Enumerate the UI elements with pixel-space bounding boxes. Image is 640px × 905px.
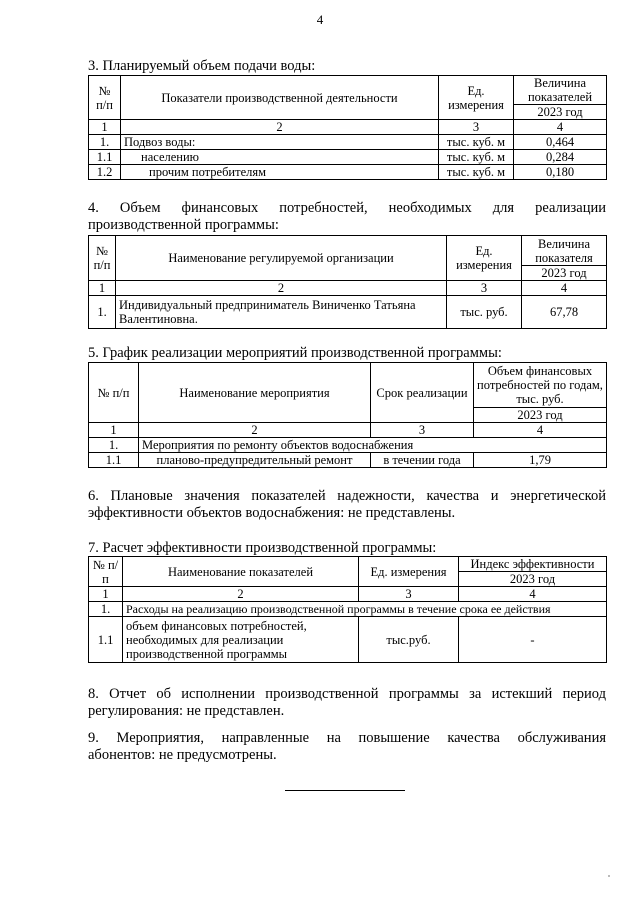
row-num: 1.1 [89,150,121,165]
header-name: Наименование показателей [123,557,359,587]
row-name: Индивидуальный предприниматель Виниченко Татьяна Валентиновна. [116,296,447,329]
section3-table [88,75,607,180]
closing-divider [285,790,405,791]
row-num: 1.1 [89,453,139,468]
row-unit: тыс. куб. м [439,135,514,150]
header-num: № п/п [89,236,116,281]
row-unit: тыс. куб. м [439,165,514,180]
header-org: Наименование регулируемой организации [116,236,447,281]
row-name: населению [121,150,439,165]
header-term: Срок реализации [371,363,474,423]
section3-title: 3. Планируемый объем подачи воды: [88,58,316,74]
col-number: 2 [123,587,359,602]
table-row [89,165,607,180]
col-number: 4 [514,120,607,135]
header-year: 2023 год [459,572,607,587]
section9-line1: 9. Мероприятия, направленные на повышение качества обслуживания [88,730,606,746]
section4-table [88,235,607,329]
table-group-row [89,438,607,453]
table-group-row [89,602,607,617]
row-name: Расходы на реализацию производственной программы в течение срока ее действия [123,602,607,617]
col-number: 3 [359,587,459,602]
header-unit: Ед. измерения [447,236,522,281]
col-number: 1 [89,423,139,438]
col-number: 2 [139,423,371,438]
row-value: 1,79 [474,453,607,468]
header-year: 2023 год [522,266,607,281]
section8-line2: регулирования: не представлен. [88,703,285,719]
col-number: 3 [447,281,522,296]
scan-speck [608,875,610,877]
section8-line1: 8. Отчет об исполнении производственной программы за истекший период [88,686,606,702]
row-value: 0,180 [514,165,607,180]
header-num: № п/п [89,76,121,120]
section9-text [88,730,606,764]
header-num: № п/п [89,557,123,587]
col-number: 4 [459,587,607,602]
table-row [89,617,607,663]
header-volume: Объем финансовых потребностей по годам, тыс. руб. [474,363,607,408]
section5-title: 5. График реализации мероприятий производственной программы: [88,345,502,361]
section4-title-line1: 4. Объем финансовых потребностей, необходимых для реализации [88,200,606,216]
row-unit: тыс. руб. [447,296,522,329]
row-num: 1.2 [89,165,121,180]
row-value: 0,284 [514,150,607,165]
table-row [89,150,607,165]
table-row [89,453,607,468]
col-number: 2 [116,281,447,296]
row-num: 1. [89,602,123,617]
table-row [89,135,607,150]
row-name: Мероприятия по ремонту объектов водоснабжения [139,438,607,453]
col-number: 1 [89,120,121,135]
header-year: 2023 год [514,105,607,120]
row-term: в течении года [371,453,474,468]
header-year: 2023 год [474,408,607,423]
row-name: объем финансовых потребностей, необходимых для реализации производственной программы [123,617,359,663]
header-index: Индекс эффективности [459,557,607,572]
section5-table [88,362,607,468]
header-unit: Ед. измерения [439,76,514,120]
row-value: - [459,617,607,663]
row-num: 1. [89,135,121,150]
section7-title: 7. Расчет эффективности производственной программы: [88,540,437,556]
row-name: прочим потребителям [121,165,439,180]
table-row [89,296,607,329]
header-indicator: Показатели производственной деятельности [121,76,439,120]
page-number: 4 [316,12,324,27]
row-num: 1. [89,438,139,453]
row-name: планово-предупредительный ремонт [139,453,371,468]
col-number: 1 [89,281,116,296]
col-number: 3 [439,120,514,135]
row-num: 1.1 [89,617,123,663]
col-number: 4 [474,423,607,438]
row-value: 0,464 [514,135,607,150]
col-number: 2 [121,120,439,135]
row-unit: тыс. куб. м [439,150,514,165]
section6-text [88,488,606,522]
header-value: Величина показателей [514,76,607,105]
section9-line2: абонентов: не предусмотрены. [88,747,277,763]
col-number: 1 [89,587,123,602]
row-name: Подвоз воды: [121,135,439,150]
col-number: 4 [522,281,607,296]
section6-line1: 6. Плановые значения показателей надежности, качества и энергетической [88,488,606,504]
header-num: № п/п [89,363,139,423]
row-value: 67,78 [522,296,607,329]
header-value: Величина показателя [522,236,607,266]
header-name: Наименование мероприятия [139,363,371,423]
col-number: 3 [371,423,474,438]
section7-table [88,556,607,663]
section8-text [88,686,606,720]
row-unit: тыс.руб. [359,617,459,663]
section6-line2: эффективности объектов водоснабжения: не представлены. [88,505,456,521]
row-num: 1. [89,296,116,329]
section4-title-line2: производственной программы: [88,217,279,233]
header-unit: Ед. измерения [359,557,459,587]
section4-title [88,200,606,234]
